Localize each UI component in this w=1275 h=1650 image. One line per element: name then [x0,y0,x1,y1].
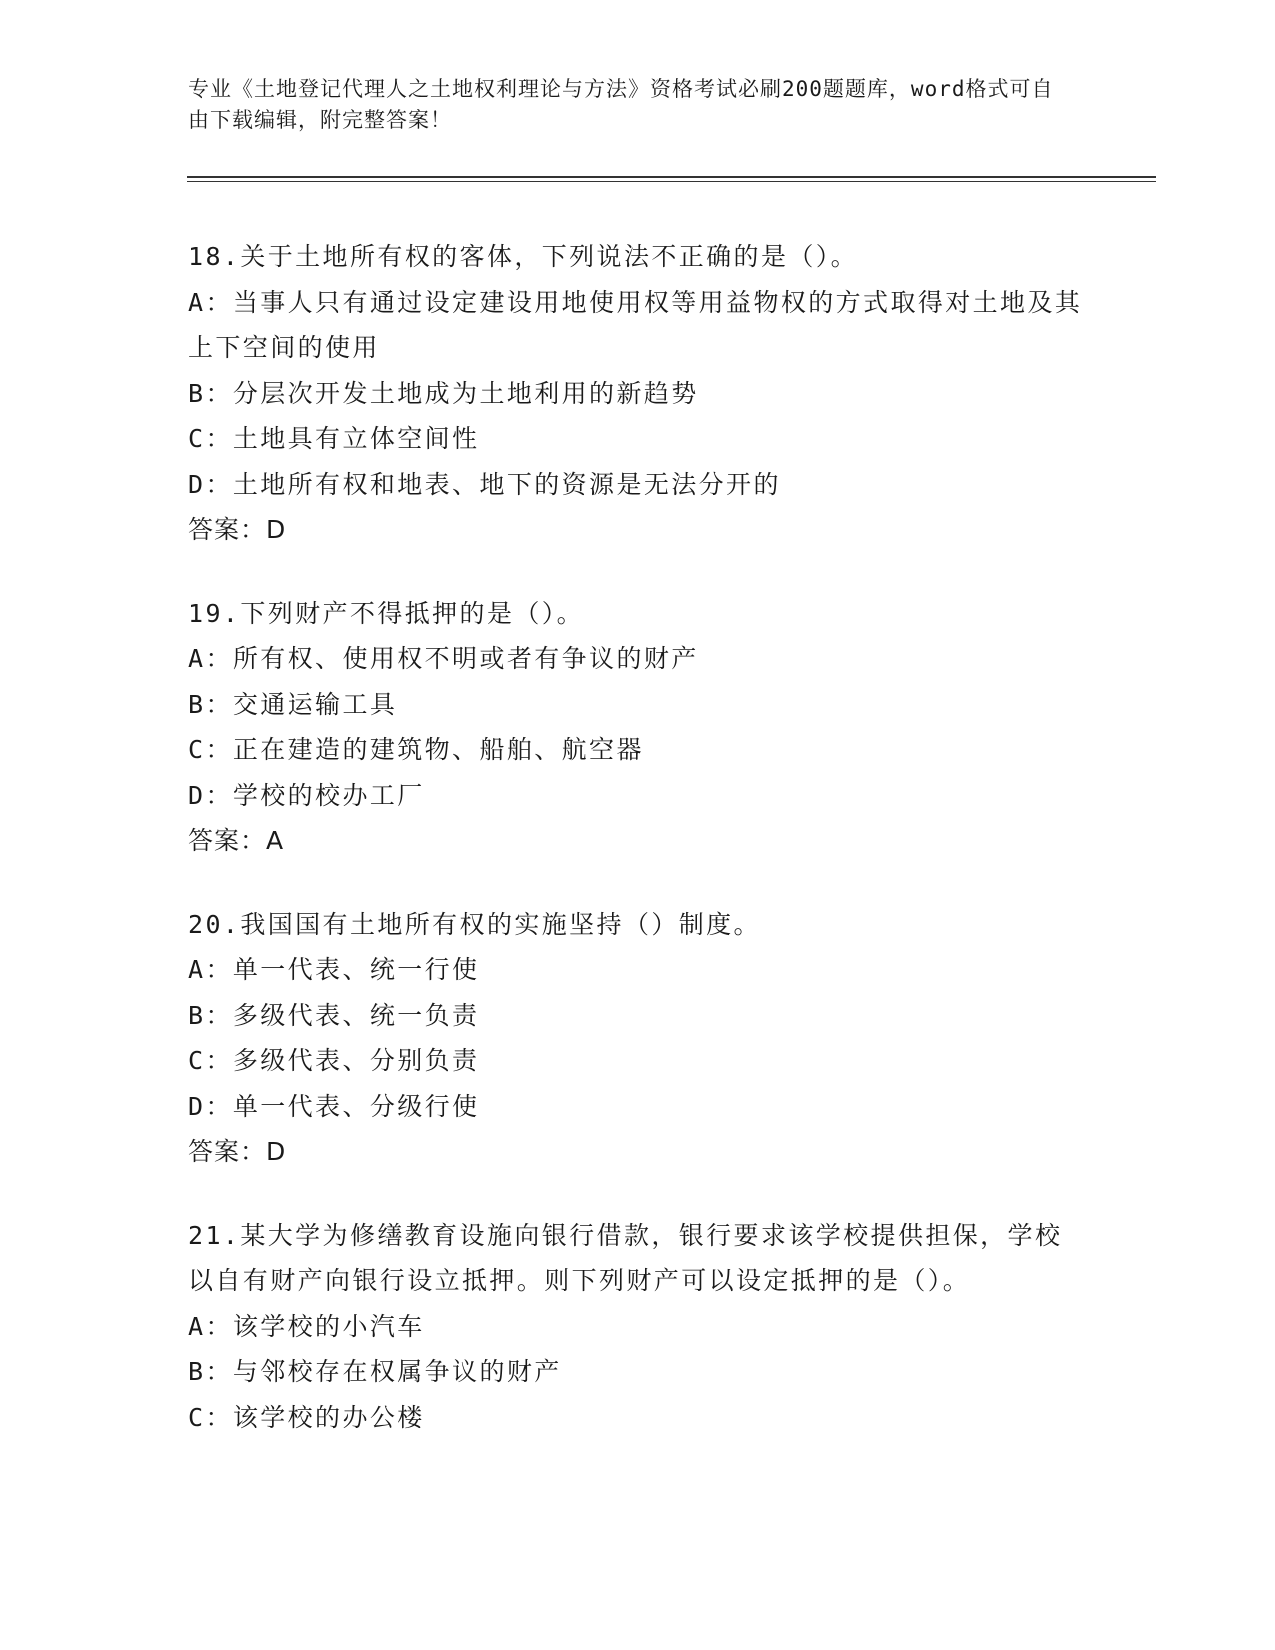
question-19 [188,591,1088,864]
question-21 [188,1213,1088,1441]
option-d: D：学校的校办工厂 [188,780,425,810]
option-c: C：该学校的办公楼 [188,1402,425,1432]
question-stem: 21.某大学为修缮教育设施向银行借款，银行要求该学校提供担保，学校以自有财产向银行设立抵押。则下列财产可以设定抵押的是（）。 [188,1220,1063,1295]
header-divider-thin [187,181,1156,182]
option-c: C：正在建造的建筑物、船舶、航空器 [188,735,644,764]
answer-line: 答案：A [188,826,285,855]
question-18 [188,234,1088,553]
option-a: A：单一代表、统一行使 [188,955,480,984]
option-a: A：该学校的小汽车 [188,1311,425,1341]
option-d: D：单一代表、分级行使 [188,1091,480,1121]
question-list [188,234,1088,1478]
option-d: D：土地所有权和地表、地下的资源是无法分开的 [188,469,781,499]
question-stem: 18.关于土地所有权的客体，下列说法不正确的是（）。 [188,242,859,271]
answer-line: 答案：D [188,515,287,544]
option-b: B：分层次开发土地成为土地利用的新趋势 [188,378,699,408]
option-b: B：多级代表、统一负责 [188,1000,480,1030]
document-header: 专业《土地登记代理人之土地权利理论与方法》资格考试必刷200题题库，word格式可自由下载编辑，附完整答案！ [188,77,1054,132]
option-b: B：与邻校存在权属争议的财产 [188,1357,562,1386]
option-b: B：交通运输工具 [188,689,398,719]
option-c: C：多级代表、分别负责 [188,1046,480,1075]
option-c: C：土地具有立体空间性 [188,424,480,453]
option-a: A：当事人只有通过设定建设用地使用权等用益物权的方式取得对土地及其上下空间的使用 [188,287,1083,362]
answer-line: 答案：D [188,1137,287,1166]
header-divider-thick [187,176,1156,178]
question-stem: 19.下列财产不得抵押的是（）。 [188,598,585,628]
option-a: A：所有权、使用权不明或者有争议的财产 [188,644,699,673]
question-20 [188,902,1088,1175]
question-stem: 20.我国国有土地所有权的实施坚持（）制度。 [188,909,761,939]
